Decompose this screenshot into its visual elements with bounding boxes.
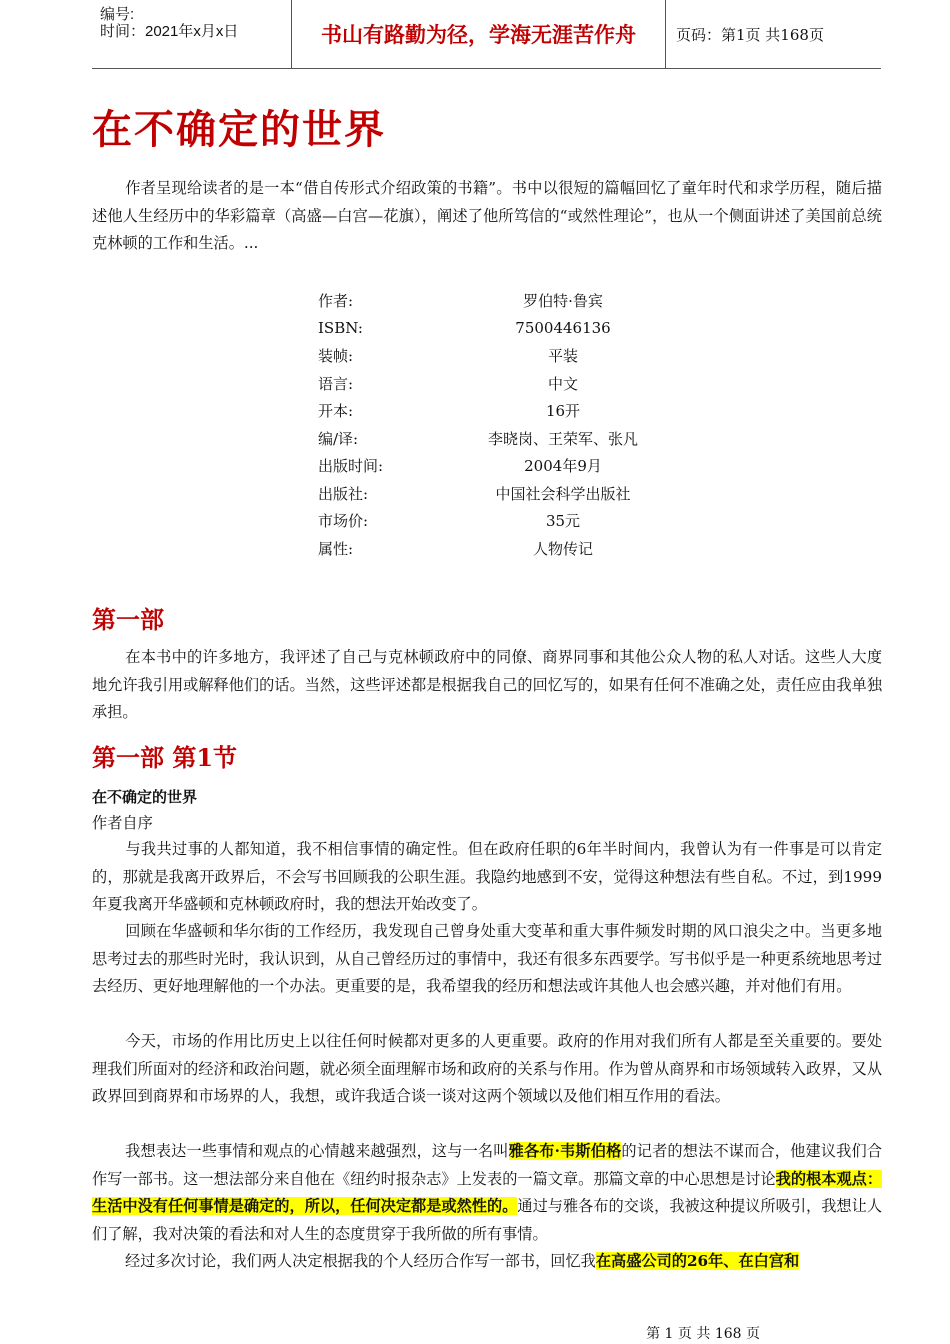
body-text: 回顾在华盛顿和华尔街的工作经历，我发现自己曾身处重大变革和重大事件频发时期的风口浪尖之中。当更多地思考过去的那些时光时，我认识到，从自己曾经历过的事情中，我还有很多东西要学。写书似乎是一种更系统地思考过去经历、更好地理解他的一个办法。更重要的是，我希望我的经历和想法或许其他人也会感兴趣，并对他们有用。: [92, 922, 882, 995]
book-info-label: ISBN:: [318, 319, 363, 338]
body-paragraph-1: [92, 836, 882, 919]
book-info-row: [318, 480, 678, 508]
book-info-value: 35元: [545, 512, 581, 531]
preface-label: 作者自序: [92, 814, 153, 832]
body-text: 通过与雅各布的交谈，我被这种提议所吸引，我想让人们了解，我对决策的看法和对人生的态度贯穿于我所做的所有事情。: [92, 1197, 883, 1243]
book-info-label: 开本:: [318, 402, 354, 421]
book-info-value: 平装: [547, 347, 578, 366]
body-text: 的记者的想法不谋而合，他建议我们合作写一部书。这一想法部分来自他在《纽约时报杂志》上发表的一篇文章。那篇文章的中心思想是讨论: [92, 1142, 883, 1188]
section2-heading: 第一部 第1节: [92, 743, 238, 772]
intro-text: 作者呈现给读者的是一本“借自传形式介绍政策的书籍”。书中以很短的篇幅回忆了童年时代和求学历程，随后描述他人生经历中的华彩篇章（高盛—白宫—花旗），阐述了他所笃信的“或然性理论”，也从一个侧面讲述了美国前总统克林顿的工作和生活。...: [92, 179, 882, 252]
body-paragraph-5: [92, 1248, 882, 1276]
book-info-label: 出版时间:: [318, 457, 384, 476]
book-info-row: [318, 397, 678, 425]
book-info-label: 编/译:: [318, 429, 359, 448]
chapter-subtitle: 在不确定的世界: [92, 789, 198, 806]
book-info-row: [318, 370, 678, 398]
intro-paragraph: [92, 175, 882, 258]
book-info-value: 中国社会科学出版社: [495, 484, 631, 503]
book-info-label: 装帧:: [318, 347, 354, 366]
section1-paragraph: [92, 644, 882, 727]
header-motto: 书山有路勤为径，学海无涯苦作舟: [292, 0, 666, 68]
book-info-value: 16开: [545, 402, 581, 421]
header-number-label: 编号:: [100, 6, 135, 23]
header-time-label: 时间：2021年x月x日: [100, 23, 239, 40]
book-info-label: 出版社:: [318, 484, 369, 503]
page-footer: 第 1 页 共 168 页: [646, 1326, 760, 1342]
book-info-label: 作者:: [318, 292, 354, 311]
body-text: 今天，市场的作用比历史上以往任何时候都对更多的人更重要。政府的作用对我们所有人都是至关重要的。要处理我们所面对的经济和政治问题，就必须全面理解市场和政府的关系与作用。作为曾从商界和市场领域转入政界，又从政界回到商界和市场界的人，我想，或许我适合谈一谈对这两个领域以及他们相互作用的看法。: [92, 1032, 882, 1105]
book-info-table: [318, 287, 678, 562]
body-paragraph-4: [92, 1138, 882, 1248]
body-text: 我想表达一些事情和观点的心情越来越强烈，这与一名叫: [125, 1142, 509, 1160]
body-text: 经过多次讨论，我们两人决定根据我的个人经历合作写一部书，回忆我: [125, 1252, 596, 1270]
body-paragraph-3: [92, 1028, 882, 1111]
book-info-value: 中文: [547, 374, 578, 393]
book-info-row: [318, 535, 678, 563]
highlight-name: 雅各布·韦斯伯格: [508, 1142, 622, 1160]
highlight-career: 在高盛公司的26年、在白宫和: [595, 1252, 800, 1270]
book-info-row: [318, 425, 678, 453]
body-text: 与我共过事的人都知道，我不相信事情的确定性。但在政府任职的6年半时间内，我曾认为有一件事是可以肯定的，那就是我离开政界后，不会写书回顾我的公职生涯。我隐约地感到不安，觉得这种想法有些自私。不过，到1999年夏我离开华盛顿和克林顿政府时，我的想法开始改变了。: [92, 840, 882, 913]
page-header: [92, 0, 881, 69]
book-info-label: 语言:: [318, 374, 354, 393]
book-info-row: [318, 287, 678, 315]
section1-heading: 第一部: [92, 605, 164, 634]
book-info-row: [318, 507, 678, 535]
book-info-value: 李晓岗、王荣军、张凡: [487, 429, 638, 448]
header-page-info: 页码：第1页 共168页: [676, 25, 824, 44]
book-info-label: 市场价:: [318, 512, 369, 531]
body-paragraph-2: [92, 918, 882, 1001]
highlight-core-view: 我的根本观点：生活中没有任何事情是确定的，所以，任何决定都是或然性的。: [92, 1169, 883, 1215]
book-info-row: [318, 342, 678, 370]
document-title: 在不确定的世界: [92, 106, 386, 153]
book-info-row: [318, 452, 678, 480]
book-info-value: 7500446136: [515, 319, 611, 338]
book-info-row: [318, 315, 678, 343]
book-info-label: 属性:: [318, 539, 354, 558]
book-info-value: 人物传记: [532, 539, 593, 558]
book-info-value: 2004年9月: [524, 457, 602, 476]
section1-text: 在本书中的许多地方，我评述了自己与克林顿政府中的同僚、商界同事和其他公众人物的私人对话。这些人大度地允许我引用或解释他们的话。当然，这些评述都是根据我自己的回忆写的，如果有任何不准确之处，责任应由我单独承担。: [92, 648, 882, 721]
book-info-value: 罗伯特·鲁宾: [523, 292, 603, 311]
header-meta: [92, 0, 292, 68]
